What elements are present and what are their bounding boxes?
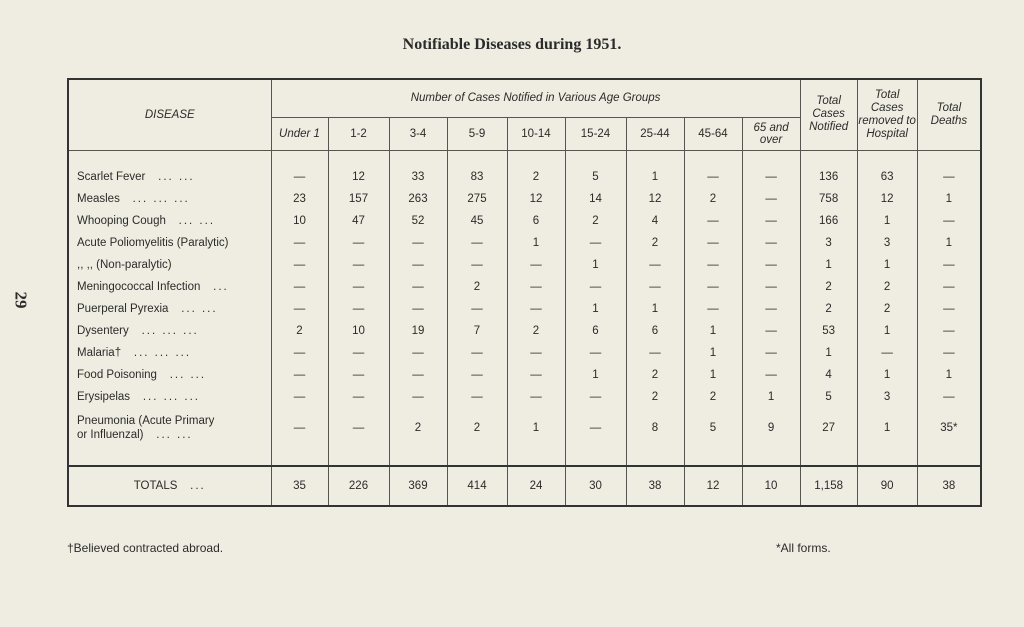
table-cell: — [447, 298, 507, 320]
table-cell: — [328, 386, 389, 408]
table-cell: 83 [447, 166, 507, 188]
table-cell: 2 [447, 408, 507, 448]
table-row [68, 254, 981, 276]
table-cell: 1 [917, 364, 981, 386]
disease-label: Erysipelas [77, 390, 131, 403]
disease-name [68, 386, 271, 408]
table-cell: 1 [857, 408, 917, 448]
disease-header: DISEASE [68, 79, 271, 150]
table-cell: — [742, 232, 800, 254]
age-45-64: 45-64 [684, 117, 742, 150]
table-cell: 2 [389, 408, 447, 448]
leader-dots: ... ... ... [133, 346, 192, 359]
disease-name [68, 166, 271, 188]
total-notified-header: Total Cases Notified [800, 79, 857, 150]
table-cell: 6 [565, 320, 626, 342]
table-cell: 2 [857, 298, 917, 320]
leader-dots: ... ... [169, 368, 207, 381]
age-10-14: 10-14 [507, 117, 565, 150]
table-cell: — [565, 408, 626, 448]
table-cell: 1 [565, 364, 626, 386]
leader-dots: ... ... ... [141, 324, 199, 337]
table-cell: 2 [800, 276, 857, 298]
totals-cell: 414 [447, 466, 507, 506]
age-15-24: 15-24 [565, 117, 626, 150]
table-cell: — [328, 342, 389, 364]
table-cell: 10 [328, 320, 389, 342]
table-cell: 1 [684, 342, 742, 364]
disease-name [68, 342, 271, 364]
total-removed-header: Total Cases removed to Hospital [857, 79, 917, 150]
table-cell: 1 [626, 166, 684, 188]
table-cell: — [389, 364, 447, 386]
table-cell: — [328, 364, 389, 386]
table-row [68, 320, 981, 342]
leader-dots: ... ... ... [142, 390, 200, 403]
table-cell: 12 [626, 188, 684, 210]
table-row [68, 232, 981, 254]
table-cell: — [742, 364, 800, 386]
table-cell: 2 [447, 276, 507, 298]
table-cell: — [447, 342, 507, 364]
disease-name [68, 210, 271, 232]
table-row [68, 342, 981, 364]
table-cell: — [271, 254, 328, 276]
disease-label: Meningococcal Infection [77, 280, 201, 293]
table-row [68, 364, 981, 386]
totals-cell: 35 [271, 466, 328, 506]
table-cell: — [684, 276, 742, 298]
totals-row [68, 466, 981, 506]
spacer-row [68, 150, 981, 166]
table-cell: — [507, 298, 565, 320]
totals-cell: 38 [626, 466, 684, 506]
table-cell: 12 [328, 166, 389, 188]
age-groups-header: Number of Cases Notified in Various Age Groups [271, 79, 800, 117]
table-cell: 2 [565, 210, 626, 232]
totals-label: TOTALS [133, 479, 178, 492]
disease-label: ,, ,, (Non-paralytic) [77, 258, 172, 271]
table-cell: — [742, 254, 800, 276]
table-cell: 19 [389, 320, 447, 342]
table-cell: — [271, 342, 328, 364]
table-cell: 2 [800, 298, 857, 320]
table-cell: 1 [565, 254, 626, 276]
table-cell: 2 [271, 320, 328, 342]
age-under-1: Under 1 [271, 117, 328, 150]
table-cell: 6 [507, 210, 565, 232]
table-row [68, 166, 981, 188]
diseases-table [67, 78, 982, 507]
disease-label: Malaria† [77, 346, 122, 359]
table-cell: 2 [684, 386, 742, 408]
table-cell: 5 [565, 166, 626, 188]
table-cell: — [271, 232, 328, 254]
table-cell: 1 [857, 364, 917, 386]
table-cell: 1 [857, 210, 917, 232]
table-cell: 166 [800, 210, 857, 232]
table-cell: 1 [917, 232, 981, 254]
totals-cell: 12 [684, 466, 742, 506]
totals-cell: 1,158 [800, 466, 857, 506]
table-cell: — [328, 408, 389, 448]
totals-cell: 226 [328, 466, 389, 506]
totals-cell: 30 [565, 466, 626, 506]
pneumonia-line-2: or Influenzal) [77, 428, 144, 441]
disease-name [68, 320, 271, 342]
table-cell: 2 [507, 320, 565, 342]
table-cell: 1 [800, 254, 857, 276]
table-cell: — [389, 254, 447, 276]
disease-name [68, 298, 271, 320]
disease-name [68, 232, 271, 254]
page-title: Notifiable Diseases during 1951. [402, 36, 622, 53]
table-cell: 2 [626, 232, 684, 254]
footnote-all-forms: *All forms. [776, 541, 831, 555]
table-cell: 10 [271, 210, 328, 232]
table-cell: — [271, 364, 328, 386]
table-cell: — [389, 298, 447, 320]
table-cell: 45 [447, 210, 507, 232]
table-cell: — [328, 298, 389, 320]
table-cell: — [917, 276, 981, 298]
table-cell: 2 [626, 364, 684, 386]
table-cell: 14 [565, 188, 626, 210]
table-cell: 1 [917, 188, 981, 210]
table-cell: 2 [507, 166, 565, 188]
table-row [68, 386, 981, 408]
table-row-pneumonia [68, 408, 981, 448]
table-cell: — [447, 232, 507, 254]
table-cell: — [271, 166, 328, 188]
table-cell: 1 [565, 298, 626, 320]
page-number: 29 [11, 291, 31, 309]
disease-label: Puerperal Pyrexia [77, 302, 169, 315]
table-cell: — [507, 364, 565, 386]
table-cell: — [917, 320, 981, 342]
totals-label-cell [68, 466, 271, 506]
disease-name [68, 276, 271, 298]
table-cell: 5 [800, 386, 857, 408]
totals-cell: 38 [917, 466, 981, 506]
table-cell: — [917, 210, 981, 232]
table-cell: 2 [626, 386, 684, 408]
table-cell: — [507, 342, 565, 364]
table-cell: — [742, 342, 800, 364]
totals-cell: 369 [389, 466, 447, 506]
table-cell: — [447, 386, 507, 408]
disease-name [68, 408, 271, 448]
disease-label: Food Poisoning [77, 368, 157, 381]
leader-dots: ... ... [178, 214, 216, 227]
table-cell: — [917, 298, 981, 320]
table-cell: — [742, 298, 800, 320]
table-cell: — [565, 386, 626, 408]
table-cell: 136 [800, 166, 857, 188]
table-cell: 63 [857, 166, 917, 188]
table-cell: 35* [917, 408, 981, 448]
disease-label: Whooping Cough [77, 214, 166, 227]
table-cell: — [271, 408, 328, 448]
table-cell: — [742, 166, 800, 188]
table-cell: — [389, 232, 447, 254]
disease-label: Scarlet Fever [77, 170, 146, 183]
table-cell: — [917, 342, 981, 364]
leader-dots: ... ... ... [132, 192, 190, 205]
table-cell: — [917, 386, 981, 408]
table-cell: — [328, 232, 389, 254]
totals-cell: 24 [507, 466, 565, 506]
table-cell: 1 [507, 408, 565, 448]
table-cell: — [447, 364, 507, 386]
total-deaths-header: Total Deaths [917, 79, 981, 150]
table-cell: — [565, 342, 626, 364]
table-cell: — [742, 276, 800, 298]
footnote-contracted-abroad: †Believed contracted abroad. [67, 541, 224, 555]
age-1-2: 1-2 [328, 117, 389, 150]
table-cell: 1 [800, 342, 857, 364]
table-cell: — [507, 276, 565, 298]
table-cell: — [565, 276, 626, 298]
table-cell: — [271, 386, 328, 408]
table-cell: 3 [857, 232, 917, 254]
table-cell: — [684, 254, 742, 276]
table-cell: 47 [328, 210, 389, 232]
table-cell: 1 [742, 386, 800, 408]
table-cell: 2 [684, 188, 742, 210]
table-row [68, 210, 981, 232]
table-cell: 1 [507, 232, 565, 254]
table-cell: 1 [857, 254, 917, 276]
table-cell: 758 [800, 188, 857, 210]
table-cell: 12 [507, 188, 565, 210]
table-cell: — [389, 276, 447, 298]
table-cell: — [684, 210, 742, 232]
table-cell: — [626, 254, 684, 276]
table-cell: 12 [857, 188, 917, 210]
disease-label: Acute Poliomyelitis (Paralytic) [77, 236, 229, 249]
leader-dots: ... [213, 280, 229, 293]
disease-label: Measles [77, 192, 120, 205]
table-cell: — [447, 254, 507, 276]
table-cell: — [328, 254, 389, 276]
table-cell: 1 [626, 298, 684, 320]
leader-dots: ... ... [158, 170, 195, 183]
totals-cell: 90 [857, 466, 917, 506]
table-cell: — [389, 342, 447, 364]
pneumonia-line-1: Pneumonia (Acute Primary [77, 414, 215, 427]
table-cell: — [684, 166, 742, 188]
table-cell: — [507, 386, 565, 408]
table-cell: 3 [800, 232, 857, 254]
table-cell: 5 [684, 408, 742, 448]
table-cell: — [742, 210, 800, 232]
table-cell: — [917, 254, 981, 276]
table-cell: — [389, 386, 447, 408]
table-cell: — [857, 342, 917, 364]
age-25-44: 25-44 [626, 117, 684, 150]
table-cell: — [626, 276, 684, 298]
table-cell: 3 [857, 386, 917, 408]
disease-label: Dysentery [77, 324, 129, 337]
leader-dots: ... ... [156, 428, 193, 441]
table-cell: — [328, 276, 389, 298]
disease-name [68, 254, 271, 276]
table-cell: 27 [800, 408, 857, 448]
age-65-over: 65 and over [742, 117, 800, 150]
leader-dots: ... ... [181, 302, 218, 315]
table-cell: 275 [447, 188, 507, 210]
table-cell: 23 [271, 188, 328, 210]
table-cell: — [917, 166, 981, 188]
table-cell: — [507, 254, 565, 276]
age-3-4: 3-4 [389, 117, 447, 150]
table-cell: — [626, 342, 684, 364]
spacer-row [68, 448, 981, 466]
table-cell: 6 [626, 320, 684, 342]
table-cell: — [271, 276, 328, 298]
table-cell: — [271, 298, 328, 320]
table-cell: 1 [684, 364, 742, 386]
table-cell: — [684, 232, 742, 254]
table-cell: 157 [328, 188, 389, 210]
table-row [68, 276, 981, 298]
table-cell: 8 [626, 408, 684, 448]
table-cell: 7 [447, 320, 507, 342]
table-row [68, 298, 981, 320]
table-cell: 1 [857, 320, 917, 342]
table-cell: — [684, 298, 742, 320]
leader-dots: ... [190, 479, 206, 492]
totals-cell: 10 [742, 466, 800, 506]
table-cell: — [742, 320, 800, 342]
table-cell: 263 [389, 188, 447, 210]
age-5-9: 5-9 [447, 117, 507, 150]
table-cell: 9 [742, 408, 800, 448]
table-cell: — [565, 232, 626, 254]
table-row [68, 188, 981, 210]
table-cell: — [742, 188, 800, 210]
table-cell: 52 [389, 210, 447, 232]
table-cell: 4 [800, 364, 857, 386]
table-cell: 2 [857, 276, 917, 298]
table-cell: 33 [389, 166, 447, 188]
table-cell: 4 [626, 210, 684, 232]
disease-name [68, 188, 271, 210]
disease-name [68, 364, 271, 386]
table-cell: 53 [800, 320, 857, 342]
table-cell: 1 [684, 320, 742, 342]
